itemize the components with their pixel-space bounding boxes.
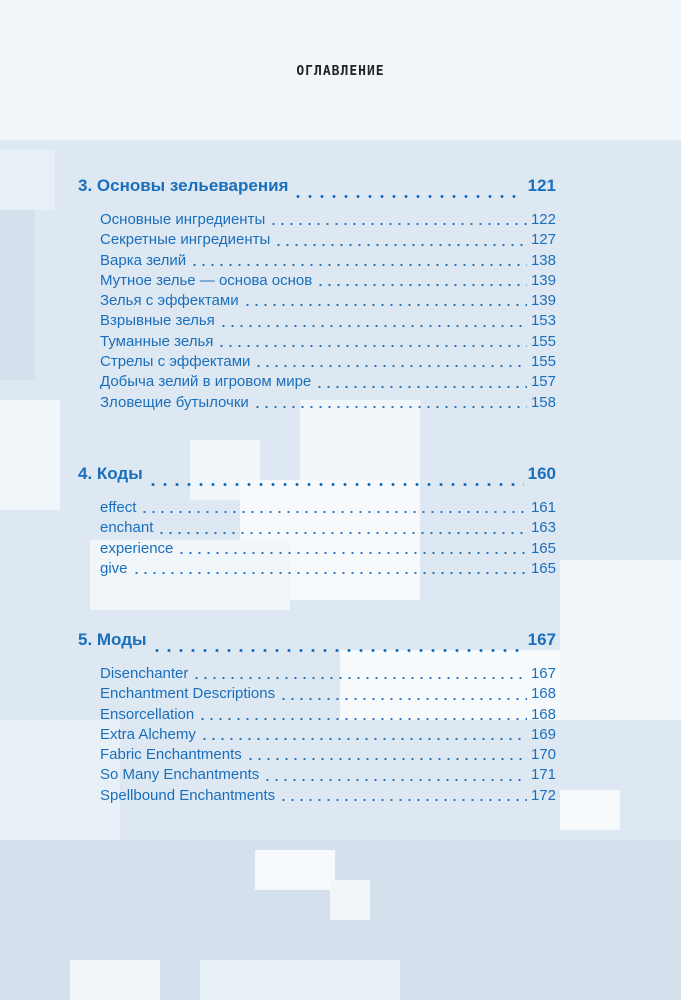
dot-leader <box>274 230 527 250</box>
entry-title: Секретные ингредиенты <box>100 231 271 249</box>
entry-title: enchant <box>100 519 154 537</box>
toc-entry[interactable] <box>100 664 556 684</box>
dot-leader <box>219 311 527 331</box>
toc-entry[interactable] <box>100 372 556 392</box>
dot-leader <box>279 786 527 806</box>
dot-leader <box>253 393 527 413</box>
toc-entry[interactable] <box>100 745 556 765</box>
chapter-heading[interactable] <box>78 176 556 204</box>
toc-entry[interactable] <box>100 352 556 372</box>
dot-leader <box>198 705 527 725</box>
entry-page: 122 <box>530 211 556 228</box>
entry-page: 167 <box>530 665 556 682</box>
entry-list <box>100 498 556 579</box>
toc-entry[interactable] <box>100 230 556 250</box>
toc-entry[interactable] <box>100 559 556 579</box>
entry-page: 157 <box>530 373 556 391</box>
entry-page: 169 <box>530 725 556 743</box>
chapter-heading[interactable] <box>78 464 556 492</box>
chapter-title: 3. Основы зельеварения <box>78 176 289 195</box>
dot-leader <box>263 765 527 785</box>
entry-title: Spellbound Enchantments <box>100 786 276 804</box>
entry-title: Ensorcellation <box>100 705 195 723</box>
dot-leader <box>200 725 527 745</box>
entry-page: 171 <box>530 766 556 784</box>
entry-title: Зелья с эффектами <box>100 292 239 310</box>
entry-page: 139 <box>530 292 556 310</box>
toc-entry[interactable] <box>100 210 556 230</box>
toc-entry[interactable] <box>100 765 556 785</box>
entry-title: Стрелы с эффектами <box>100 353 251 371</box>
dot-leader <box>190 251 527 271</box>
dot-leader <box>217 332 527 352</box>
page-title: ОГЛАВЛЕНИЕ <box>296 64 385 79</box>
dot-leader <box>151 630 524 658</box>
entry-title: Зловещие бутылочки <box>100 393 249 411</box>
chapter-page: 121 <box>527 176 556 195</box>
entry-title: give <box>100 559 128 577</box>
entry-title: Добыча зелий в игровом мире <box>100 373 312 391</box>
entry-page: 168 <box>530 685 556 703</box>
dot-leader <box>192 664 527 684</box>
entry-page: 127 <box>530 231 556 249</box>
chapter-title: 4. Коды <box>78 464 143 483</box>
entry-title: Мутное зелье — основа основ <box>100 271 313 289</box>
entry-list <box>100 210 556 413</box>
toc-section <box>78 464 556 579</box>
entry-title: Enchantment Descriptions <box>100 685 276 703</box>
dot-leader <box>254 352 527 372</box>
chapter-title: 5. Моды <box>78 630 147 649</box>
dot-leader <box>292 176 523 204</box>
entry-page: 165 <box>530 559 556 577</box>
chapter-heading[interactable] <box>78 630 556 658</box>
toc-section <box>78 176 556 413</box>
entry-title: Disenchanter <box>100 665 189 682</box>
toc-section <box>78 630 556 806</box>
entry-title: Туманные зелья <box>100 332 214 350</box>
dot-leader <box>316 271 527 291</box>
toc-entry[interactable] <box>100 271 556 291</box>
toc-entry[interactable] <box>100 786 556 806</box>
entry-page: 165 <box>530 539 556 557</box>
entry-page: 153 <box>530 312 556 330</box>
entry-page: 158 <box>530 393 556 411</box>
toc-entry[interactable] <box>100 725 556 745</box>
toc-entry[interactable] <box>100 684 556 704</box>
entry-page: 139 <box>530 271 556 289</box>
chapter-page: 160 <box>527 464 556 483</box>
toc-entry[interactable] <box>100 311 556 331</box>
entry-page: 163 <box>530 519 556 537</box>
dot-leader <box>177 539 527 559</box>
entry-title: Fabric Enchantments <box>100 746 242 764</box>
toc-entry[interactable] <box>100 393 556 413</box>
entry-page: 155 <box>530 332 556 350</box>
entry-title: Основные ингредиенты <box>100 211 266 228</box>
dot-leader <box>147 464 524 492</box>
dot-leader <box>132 559 527 579</box>
toc-entry[interactable] <box>100 518 556 538</box>
toc-entry[interactable] <box>100 539 556 559</box>
entry-title: experience <box>100 539 174 557</box>
entry-title: Варка зелий <box>100 251 187 269</box>
entry-page: 155 <box>530 353 556 371</box>
toc-entry[interactable] <box>100 498 556 518</box>
dot-leader <box>315 372 527 392</box>
dot-leader <box>246 745 527 765</box>
chapter-page: 167 <box>527 630 556 649</box>
entry-title: Взрывные зелья <box>100 312 215 330</box>
toc-entry[interactable] <box>100 332 556 352</box>
dot-leader <box>243 291 527 311</box>
entry-title: Extra Alchemy <box>100 725 196 743</box>
toc-entry[interactable] <box>100 291 556 311</box>
entry-page: 170 <box>530 746 556 764</box>
entry-page: 172 <box>530 786 556 804</box>
dot-leader <box>140 498 527 518</box>
entry-title: So Many Enchantments <box>100 766 260 784</box>
entry-page: 168 <box>530 705 556 723</box>
toc-entry[interactable] <box>100 705 556 725</box>
dot-leader <box>269 210 527 230</box>
entry-page: 161 <box>530 499 556 516</box>
toc-entry[interactable] <box>100 251 556 271</box>
dot-leader <box>279 684 527 704</box>
dot-leader <box>157 518 527 538</box>
entry-title: effect <box>100 499 137 516</box>
entry-list <box>100 664 556 806</box>
entry-page: 138 <box>530 251 556 269</box>
